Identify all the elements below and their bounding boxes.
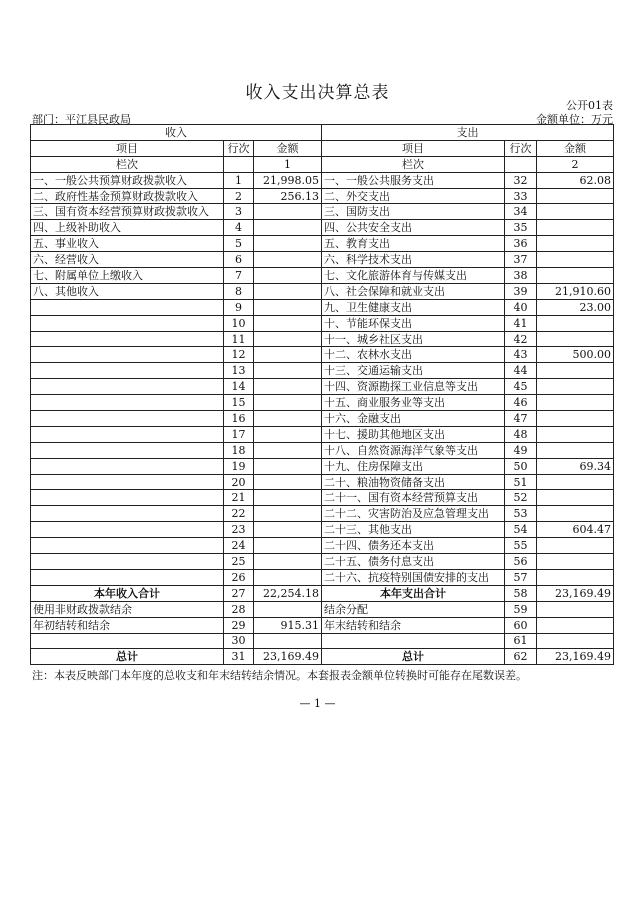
page-number: — 1 — (299, 697, 336, 710)
income-item-name (31, 442, 224, 458)
income-item-name: 总计 (31, 649, 224, 665)
income-amount (254, 601, 322, 617)
table-row (31, 188, 614, 204)
expense-line-number: 50 (505, 458, 537, 474)
expense-item-name: 结余分配 (322, 601, 505, 617)
income-item-name (31, 426, 224, 442)
income-line-number: 9 (224, 299, 254, 315)
income-line-number: 21 (224, 490, 254, 506)
expense-line-number: 35 (505, 220, 537, 236)
department-label: 部门：平江县民政局 (32, 113, 131, 126)
expense-line-number: 44 (505, 363, 537, 379)
subtotal-row (31, 585, 614, 601)
expense-item-name: 二十五、债务付息支出 (322, 554, 505, 570)
expense-amount: 604.47 (537, 522, 614, 538)
income-amount (254, 236, 322, 252)
expense-amount (537, 204, 614, 220)
income-line-number: 8 (224, 283, 254, 299)
income-amount (254, 252, 322, 268)
total-row (31, 649, 614, 665)
expense-item-name: 十一、城乡社区支出 (322, 331, 505, 347)
income-line-number: 20 (224, 474, 254, 490)
expense-item-name: 二十一、国有资本经营预算支出 (322, 490, 505, 506)
expense-amount: 69.34 (537, 458, 614, 474)
income-amount: 22,254.18 (254, 585, 322, 601)
expense-amount (537, 426, 614, 442)
table-row (31, 204, 614, 220)
expense-amount (537, 188, 614, 204)
amount-unit-label: 金额单位：万元 (536, 113, 613, 126)
income-amount (254, 220, 322, 236)
expense-line-number: 40 (505, 299, 537, 315)
income-line-number: 18 (224, 442, 254, 458)
expense-item-name: 十七、援助其他地区支出 (322, 426, 505, 442)
income-amount: 21,998.05 (254, 172, 322, 188)
income-item-name (31, 315, 224, 331)
income-item-name (31, 379, 224, 395)
expense-amount (537, 506, 614, 522)
income-item-name: 年初结转和结余 (31, 617, 224, 633)
expense-item-name: 二十三、其他支出 (322, 522, 505, 538)
expense-amount: 62.08 (537, 172, 614, 188)
expense-line-number: 62 (505, 649, 537, 665)
expense-amount (537, 442, 614, 458)
income-row-label: 栏次 (31, 156, 224, 172)
income-line-number: 3 (224, 204, 254, 220)
expense-item-name: 五、教育支出 (322, 236, 505, 252)
table-row (31, 379, 614, 395)
income-item-name (31, 633, 224, 649)
expense-amount (537, 379, 614, 395)
expense-item-name (322, 633, 505, 649)
income-item-name (31, 554, 224, 570)
income-amount (254, 490, 322, 506)
expense-item-name: 八、社会保障和就业支出 (322, 283, 505, 299)
expense-line-number: 56 (505, 554, 537, 570)
income-item-name (31, 522, 224, 538)
expense-item-name: 十、节能环保支出 (322, 315, 505, 331)
income-amount (254, 395, 322, 411)
expense-amount (537, 538, 614, 554)
expense-item-name: 十九、住房保障支出 (322, 458, 505, 474)
expense-item-name: 总计 (322, 649, 505, 665)
expense-amount: 23,169.49 (537, 649, 614, 665)
income-line-number: 22 (224, 506, 254, 522)
expense-item-name: 二、外交支出 (322, 188, 505, 204)
table-row (31, 172, 614, 188)
income-line-number: 29 (224, 617, 254, 633)
expense-line-number: 46 (505, 395, 537, 411)
income-line-number: 5 (224, 236, 254, 252)
income-amount (254, 506, 322, 522)
income-item-name (31, 395, 224, 411)
income-line-header: 行次 (224, 140, 254, 156)
income-amount (254, 379, 322, 395)
income-amount (254, 569, 322, 585)
table-row (31, 633, 614, 649)
expense-line-number: 38 (505, 268, 537, 284)
income-amount: 23,169.49 (254, 649, 322, 665)
income-line-number: 14 (224, 379, 254, 395)
income-line-number: 24 (224, 538, 254, 554)
table-row (31, 411, 614, 427)
expense-amount (537, 268, 614, 284)
expense-line-number: 39 (505, 283, 537, 299)
income-amount (254, 426, 322, 442)
expense-item-name: 十四、资源勘探工业信息等支出 (322, 379, 505, 395)
section-header-row (31, 125, 614, 141)
income-amount-header: 金额 (254, 140, 322, 156)
footnote: 注：本表反映部门本年度的总收支和年末结转结余情况。本套报表金额单位转换时可能存在尾数误差。 (32, 669, 527, 682)
income-line-number: 31 (224, 649, 254, 665)
income-item-name (31, 474, 224, 490)
income-line-number: 27 (224, 585, 254, 601)
expense-item-name: 十二、农林水支出 (322, 347, 505, 363)
income-item-name: 一、一般公共预算财政拨款收入 (31, 172, 224, 188)
expense-item-name: 二十二、灾害防治及应急管理支出 (322, 506, 505, 522)
income-item-name: 四、上级补助收入 (31, 220, 224, 236)
expense-item-name: 二十四、债务还本支出 (322, 538, 505, 554)
table-row (31, 299, 614, 315)
expense-amount (537, 411, 614, 427)
income-amount (254, 331, 322, 347)
expense-item-name: 四、公共安全支出 (322, 220, 505, 236)
expense-amount (537, 315, 614, 331)
table-row (31, 554, 614, 570)
income-item-name: 二、政府性基金预算财政拨款收入 (31, 188, 224, 204)
income-line-number: 16 (224, 411, 254, 427)
expense-column-number: 2 (537, 156, 614, 172)
expense-item-name: 十三、交通运输支出 (322, 363, 505, 379)
expense-item-name: 一、一般公共服务支出 (322, 172, 505, 188)
column-header-row (31, 140, 614, 156)
table-row (31, 252, 614, 268)
expense-item-header: 项目 (322, 140, 505, 156)
table-row (31, 347, 614, 363)
expense-line-number: 34 (505, 204, 537, 220)
expense-amount (537, 490, 614, 506)
expense-item-name: 六、科学技术支出 (322, 252, 505, 268)
income-section-header: 收入 (31, 125, 322, 141)
expense-line-number: 53 (505, 506, 537, 522)
table-row (31, 268, 614, 284)
income-line-number: 7 (224, 268, 254, 284)
income-item-name: 七、附属单位上缴收入 (31, 268, 224, 284)
income-item-name (31, 569, 224, 585)
expense-line-number: 57 (505, 569, 537, 585)
expense-section-header: 支出 (322, 125, 614, 141)
income-line-number: 30 (224, 633, 254, 649)
income-line-number: 4 (224, 220, 254, 236)
expense-amount (537, 220, 614, 236)
expense-amount (537, 601, 614, 617)
expense-amount (537, 633, 614, 649)
form-number: 公开01表 (566, 99, 613, 112)
income-line-number: 26 (224, 569, 254, 585)
income-line-number: 10 (224, 315, 254, 331)
expense-item-name: 二十、粮油物资储备支出 (322, 474, 505, 490)
income-item-name (31, 458, 224, 474)
income-amount (254, 522, 322, 538)
income-item-name (31, 411, 224, 427)
expense-line-number: 42 (505, 331, 537, 347)
expense-line-number: 54 (505, 522, 537, 538)
income-amount (254, 204, 322, 220)
income-item-name: 五、事业收入 (31, 236, 224, 252)
income-amount (254, 268, 322, 284)
income-amount: 915.31 (254, 617, 322, 633)
table-row (31, 601, 614, 617)
expense-line-header: 行次 (505, 140, 537, 156)
income-item-name (31, 538, 224, 554)
income-item-name: 六、经营收入 (31, 252, 224, 268)
expense-line-number: 48 (505, 426, 537, 442)
expense-amount (537, 395, 614, 411)
income-amount (254, 363, 322, 379)
expense-line-number: 59 (505, 601, 537, 617)
expense-amount: 23.00 (537, 299, 614, 315)
table-row (31, 315, 614, 331)
income-item-name (31, 490, 224, 506)
income-line-number: 11 (224, 331, 254, 347)
expense-amount: 500.00 (537, 347, 614, 363)
income-line-number: 1 (224, 172, 254, 188)
expense-line-number: 47 (505, 411, 537, 427)
income-line-number: 12 (224, 347, 254, 363)
income-amount (254, 538, 322, 554)
expense-line-number: 37 (505, 252, 537, 268)
income-amount (254, 315, 322, 331)
expense-item-name: 二十六、抗疫特别国债安排的支出 (322, 569, 505, 585)
table-row (31, 506, 614, 522)
expense-amount: 21,910.60 (537, 283, 614, 299)
income-amount (254, 299, 322, 315)
income-item-name: 八、其他收入 (31, 283, 224, 299)
income-line-blank (224, 156, 254, 172)
income-item-header: 项目 (31, 140, 224, 156)
expense-item-name: 十八、自然资源海洋气象等支出 (322, 442, 505, 458)
table-row (31, 331, 614, 347)
expense-item-name: 年末结转和结余 (322, 617, 505, 633)
income-column-number: 1 (254, 156, 322, 172)
income-line-number: 6 (224, 252, 254, 268)
income-amount (254, 442, 322, 458)
expense-line-number: 52 (505, 490, 537, 506)
income-line-number: 28 (224, 601, 254, 617)
table-row (31, 617, 614, 633)
expense-line-number: 36 (505, 236, 537, 252)
table-row (31, 283, 614, 299)
expense-item-name: 七、文化旅游体育与传媒支出 (322, 268, 505, 284)
expense-amount (537, 569, 614, 585)
table-row (31, 363, 614, 379)
expense-line-blank (505, 156, 537, 172)
income-item-name: 使用非财政拨款结余 (31, 601, 224, 617)
expense-amount (537, 331, 614, 347)
table-row (31, 569, 614, 585)
income-amount (254, 283, 322, 299)
expense-amount (537, 252, 614, 268)
income-item-name (31, 331, 224, 347)
income-item-name: 三、国有资本经营预算财政拨款收入 (31, 204, 224, 220)
income-line-number: 25 (224, 554, 254, 570)
income-line-number: 17 (224, 426, 254, 442)
expense-row-label: 栏次 (322, 156, 505, 172)
table-row (31, 426, 614, 442)
table-row (31, 442, 614, 458)
expense-amount-header: 金额 (537, 140, 614, 156)
income-line-number: 13 (224, 363, 254, 379)
expense-line-number: 51 (505, 474, 537, 490)
income-item-name (31, 363, 224, 379)
income-item-name (31, 299, 224, 315)
expense-line-number: 49 (505, 442, 537, 458)
expense-line-number: 58 (505, 585, 537, 601)
expense-amount: 23,169.49 (537, 585, 614, 601)
income-line-number: 19 (224, 458, 254, 474)
table-row (31, 395, 614, 411)
income-line-number: 2 (224, 188, 254, 204)
expense-item-name: 十五、商业服务业等支出 (322, 395, 505, 411)
expense-line-number: 55 (505, 538, 537, 554)
income-amount (254, 411, 322, 427)
expense-item-name: 九、卫生健康支出 (322, 299, 505, 315)
table-row (31, 522, 614, 538)
expense-amount (537, 617, 614, 633)
document-title: 收入支出决算总表 (245, 83, 390, 103)
income-line-number: 23 (224, 522, 254, 538)
table-row (31, 474, 614, 490)
expense-line-number: 32 (505, 172, 537, 188)
column-number-row (31, 156, 614, 172)
income-amount (254, 347, 322, 363)
expense-amount (537, 554, 614, 570)
income-amount (254, 474, 322, 490)
expense-amount (537, 474, 614, 490)
income-item-name: 本年收入合计 (31, 585, 224, 601)
expense-item-name: 本年支出合计 (322, 585, 505, 601)
table-row (31, 538, 614, 554)
income-amount (254, 554, 322, 570)
expense-line-number: 33 (505, 188, 537, 204)
table-row (31, 458, 614, 474)
expense-line-number: 41 (505, 315, 537, 331)
expense-item-name: 十六、金融支出 (322, 411, 505, 427)
income-item-name (31, 506, 224, 522)
expense-item-name: 三、国防支出 (322, 204, 505, 220)
income-line-number: 15 (224, 395, 254, 411)
expense-line-number: 45 (505, 379, 537, 395)
income-expense-table (30, 124, 614, 665)
income-item-name (31, 347, 224, 363)
income-amount: 256.13 (254, 188, 322, 204)
expense-amount (537, 363, 614, 379)
income-amount (254, 633, 322, 649)
table-row (31, 236, 614, 252)
expense-amount (537, 236, 614, 252)
expense-line-number: 43 (505, 347, 537, 363)
expense-line-number: 61 (505, 633, 537, 649)
expense-line-number: 60 (505, 617, 537, 633)
table-row (31, 490, 614, 506)
income-amount (254, 458, 322, 474)
table-row (31, 220, 614, 236)
